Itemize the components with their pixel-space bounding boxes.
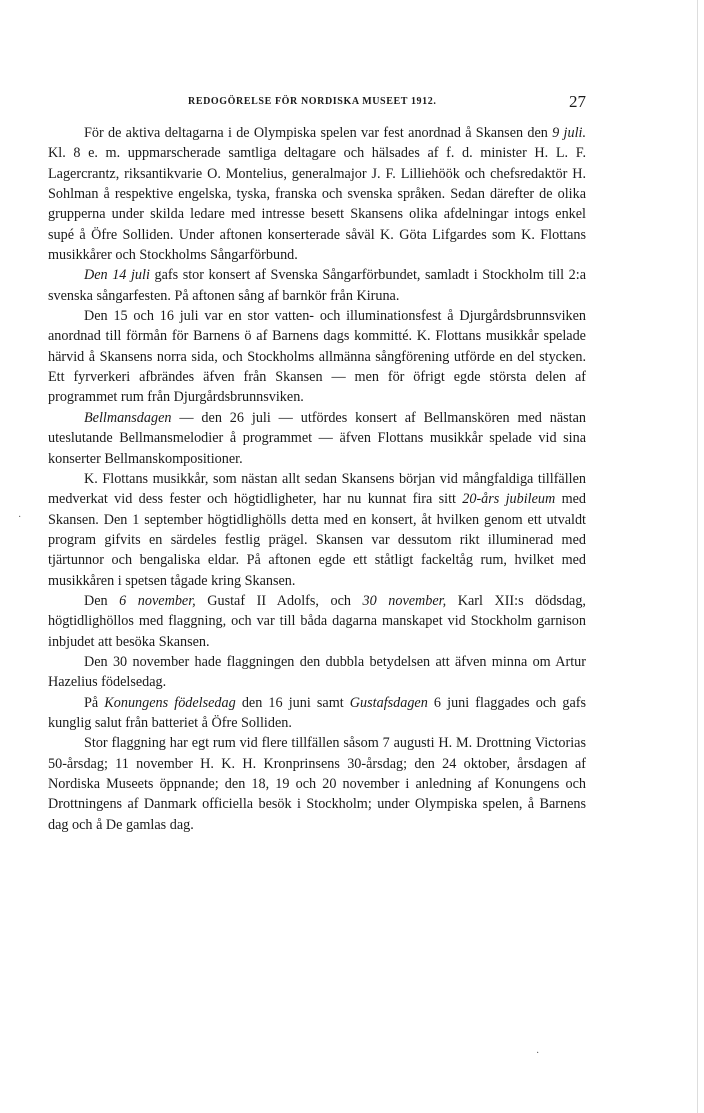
text-run: Den 15 och 16 juli var en stor vatten- och illuminationsfest å Djurgårdsbrunnsviken anordnad till förmån för Barnens ö af Barnens dags kommitté. K. Flottans musikkår spelade härvid å Skansens norra sida, och Stockholms allmänna sångförening utförde en del stycken. Ett fyrverkeri afbrändes äfven från Skansen — men för öfrigt egde största delen af programmet rum från Djurgårdsbrunnsviken. [48, 308, 586, 406]
scan-edge [697, 0, 698, 1113]
paragraph [48, 693, 586, 734]
page-number: 27 [569, 92, 586, 111]
text-run: gafs stor konsert af Svenska Sångarförbundet, samladt i Stockholm till 2:a svenska sångarfesten. På aftonen sång af barnkör från Kiruna. [48, 267, 586, 304]
margin-dot: · [18, 512, 22, 523]
paragraph [48, 469, 586, 591]
paragraph [48, 591, 586, 652]
paragraph [48, 408, 586, 469]
paragraph [48, 652, 586, 693]
italic-text: Den 14 juli [84, 267, 150, 284]
italic-text: Bellmansdagen [84, 409, 172, 426]
running-head: REDOGÖRELSE FÖR NORDISKA MUSEET 1912. [188, 96, 437, 107]
paragraph [48, 265, 586, 306]
italic-text: Konungens födelsedag [104, 694, 236, 711]
text-run: Den 30 november hade flaggningen den dubbla betydelsen att äfven minna om Artur Hazelius födelsedag. [48, 653, 586, 691]
stray-dot: · [536, 1048, 540, 1059]
italic-text: 20-års jubileum [462, 491, 556, 508]
paragraph [48, 123, 586, 265]
italic-text: 30 november, [362, 592, 447, 609]
text-run: — den 26 juli — utfördes konsert af Bellmanskören med nästan uteslutande Bellmansmelodier å programmet — äfven Flottans musikkår spelade vid sina konserter Bellmanskompositioner. [48, 409, 586, 467]
paragraph [48, 306, 586, 408]
text-run: Kl. 8 e. m. uppmarscherade samtliga deltagare och hälsades af f. d. minister H. L. F. Lagercrantz, riksantikvarie O. Montelius, generalmajor J. F. Lilliehöök och chefsredaktör H. Sohlman å respektive engelska, tyska, franska och svenska språken. Sedan därefter de olika grupperna under skilda ledare med intresse besett Skansens olika afdelningar intogs enkel supé å Öfre Solliden. Under aftonen konserterade såväl K. Göta Lifgardes som K. Flottans musikkårer och Stockholms Sångarförbund. [48, 145, 586, 264]
page-header [48, 92, 586, 110]
text-run: den 16 juni samt [235, 694, 350, 711]
text-run: 6 juni flaggades och gafs kunglig salut från batteriet å Öfre Solliden. [48, 694, 587, 731]
text-run: Gustaf II Adolfs, och [195, 592, 363, 609]
italic-text: 9 juli. [552, 125, 587, 141]
text-run: För de aktiva deltagarna i de Olympiska spelen var fest anordnad å Skansen den [84, 125, 553, 141]
italic-text: Gustafsdagen [349, 694, 428, 711]
italic-text: 6 november, [119, 592, 196, 609]
text-run: Den [84, 592, 120, 609]
text-run: På [84, 694, 105, 711]
paragraph [48, 733, 586, 835]
text-run: K. Flottans musikkår, som nästan allt sedan Skansens början vid mångfaldiga tillfällen medverkat vid dess fester och högtidligheter, har nu kunnat fira sitt [48, 470, 586, 508]
text-run: Stor flaggning har egt rum vid flere tillfällen såsom 7 augusti H. M. Drottning Victorias 50-årsdag; 11 november H. K. H. Kronprinsens 30-årsdag; den 24 oktober, årsdagen af Nordiska Museets öppnande; den 18, 19 och 20 november i anledning af Konungens och Drottningens af Danmark officiella besök i Stockholm; under Olympiska spelen, å Barnens dag och å De gamlas dag. [48, 735, 586, 833]
text-run: med Skansen. Den 1 september högtidlighölls detta med en konsert, åt hvilken genom ett utvaldt program gifvits en särdeles festlig prägel. Skansen var dessutom rikt illuminerad med tjärtunnor och bengaliska eldar. På aftonen egde ett ståtligt fackeltåg rum, hvilket med musikkåren i spetsen tågade kring Skansen. [48, 491, 586, 589]
text-run: Karl XII:s dödsdag, högtidlighöllos med flaggning, och var till båda dagarna manskapet vid Stockholm garnison inbjudet att besöka Skansen. [48, 592, 586, 650]
body-text [48, 123, 586, 835]
